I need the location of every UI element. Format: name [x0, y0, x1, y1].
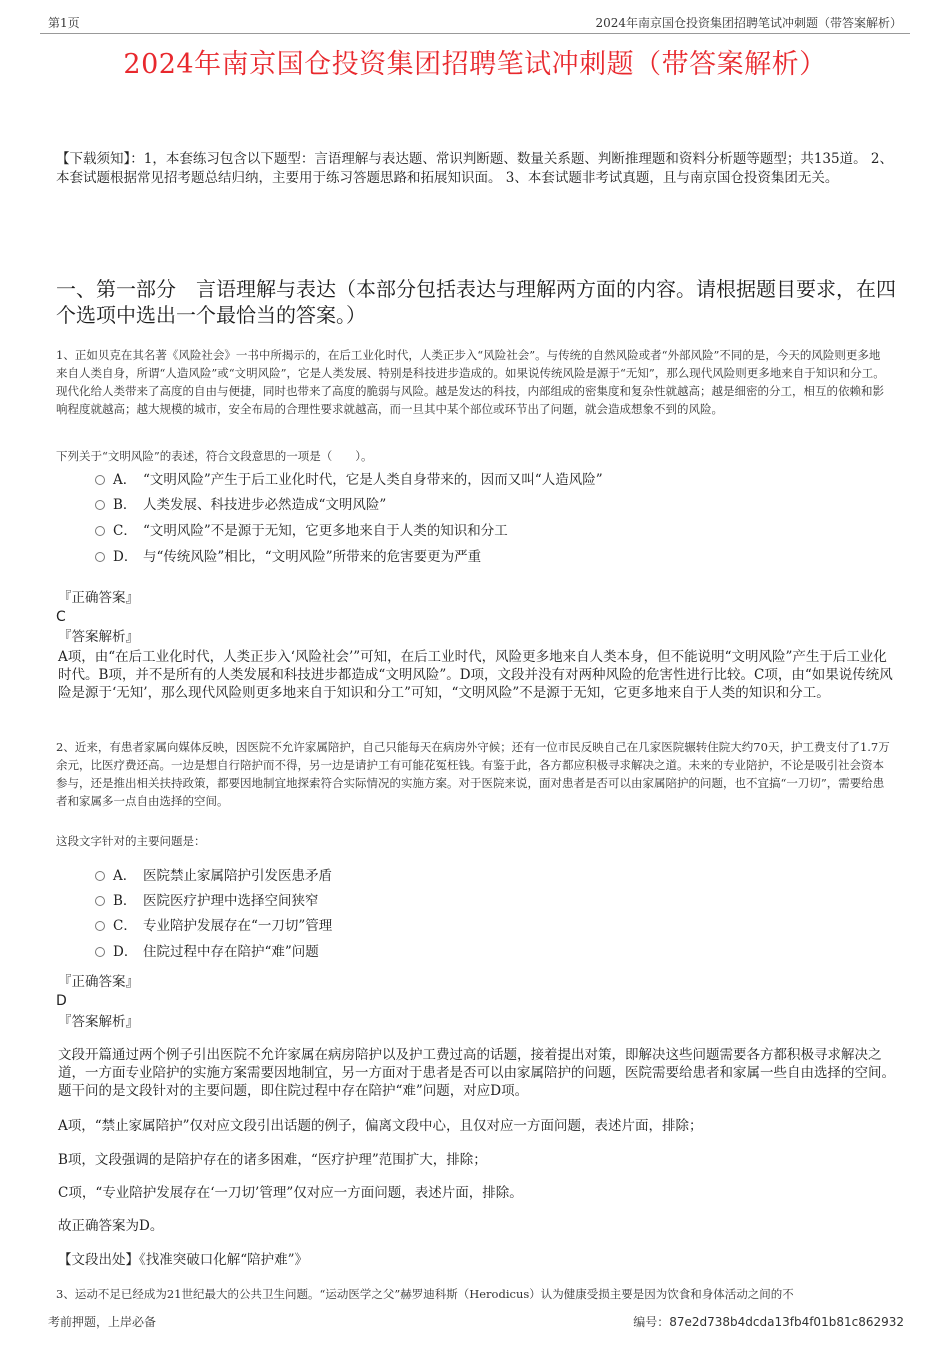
question-1-option-a[interactable]: A． “文明风险”产生于后工业化时代，它是人类自身带来的，因而又叫“人造风险”	[95, 470, 603, 490]
analysis-option-b: B项，文段强调的是陪护存在的诸多困难，“医疗护理”范围扩大，排除；	[58, 1152, 487, 1168]
question-2-prompt: 这段文字针对的主要问题是：	[56, 834, 206, 848]
question-1-prompt: 下列关于“文明风险”的表述，符合文段意思的一项是（ ）。	[56, 449, 373, 463]
section-heading: 一、第一部分 言语理解与表达（本部分包括表达与理解两方面的内容。请根据题目要求，在四个选项中选出一个最恰当的答案。）	[56, 277, 896, 327]
analysis-option-a: A项，“禁止家属陪护”仅对应文段引出话题的例子，偏离文段中心，且仅对应一方面问题，表述片面，排除；	[58, 1118, 703, 1134]
question-2-stem: 2、近来，有患者家属向媒体反映，因医院不允许家属陪护，自己只能每天在病房外守候；还有一位市民反映自己在几家医院辗转住院大约70天，护工费支付了1.7万余元，比医疗费还高。一边是想自行陪护而不得，另一边是请护工有可能花冤枉钱。有鉴于此，各方都应积极寻求解决之道。未来的专业陪护，不论是吸引社会资本参与，还是推出相关扶持政策，都要因地制宜地探索符合实际情况的实施方案。对于医院来说，面对患者是否可以由家属陪护的问题，也不宜搞“一刀切”，需要给患者和家属多一点自由选择的空间。	[56, 740, 890, 808]
question-2-option-c[interactable]: C． 专业陪护发展存在“一刀切”管理	[95, 916, 332, 936]
question-1-option-d[interactable]: D． 与“传统风险”相比，“文明风险”所带来的危害要更为严重	[95, 547, 481, 567]
question-3-stem: 3、运动不足已经成为21世纪最大的公共卫生问题。“运动医学之父”赫罗迪科斯（Herodicus）认为健康受损主要是因为饮食和身体活动之间的不	[56, 1287, 794, 1301]
analysis-text: 文段开篇通过两个例子引出医院不允许家属在病房陪护以及护工费过高的话题，接着提出对策，即解决这些问题需要各方都积极寻求解决之道，一方面专业陪护的实施方案需要因地制宜，另一方面对于患者是否可以由家属陪护的问题，医院需要给患者和家属一些自由选择的空间。题干问的是文段针对的主要问题，即住院过程中存在陪护“难”问题，对应D项。	[58, 1047, 895, 1099]
radio-icon[interactable]	[95, 500, 105, 510]
document-title: 2024年南京国仓投资集团招聘笔试冲刺题（带答案解析）	[123, 49, 827, 80]
footer-code	[633, 1313, 904, 1330]
radio-icon[interactable]	[95, 871, 105, 881]
radio-icon[interactable]	[95, 921, 105, 931]
correct-answer-label: 『正确答案』	[58, 974, 139, 990]
analysis-label: 『答案解析』	[58, 1014, 139, 1030]
download-notice: 【下载须知】：1，本套练习包含以下题型：言语理解与表达题、常识判断题、数量关系题、判断推理题和资料分析题等题型；共135道。 2、本套试题根据常见招考题总结归纳，主要用于练习答题思路和拓展知识面。 3、本套试题非考试真题，且与南京国仓投资集团无关。	[56, 151, 893, 186]
correct-answer: D	[56, 993, 67, 1009]
analysis-label: 『答案解析』	[58, 629, 139, 645]
analysis-text: A项，由“在后工业化时代，人类正步入‘风险社会’”可知，在后工业时代，风险更多地来自人类本身，但不能说明“文明风险”产生于后工业化时代。B项，并不是所有的人类发展和科技进步都造成“文明风险”。D项，文段并没有对两种风险的危害性进行比较。C项，由“如果说传统风险是源于‘无知’，那么现代风险则更多地来自于知识和分工”可知，“文明风险”不是源于无知，它更多地来自于人类的知识和分工。	[58, 649, 893, 701]
analysis-option-c: C项，“专业陪护发展存在‘一刀切’管理”仅对应一方面问题，表述片面，排除。	[58, 1185, 523, 1201]
question-2-option-a[interactable]: A． 医院禁止家属陪护引发医患矛盾	[95, 866, 332, 886]
radio-icon[interactable]	[95, 475, 105, 485]
text-source: 【文段出处】《找准突破口化解“陪护难”》	[58, 1252, 309, 1268]
question-1-option-b[interactable]: B． 人类发展、科技进步必然造成“文明风险”	[95, 495, 386, 515]
correct-answer: C	[56, 609, 66, 625]
correct-answer-label: 『正确答案』	[58, 590, 139, 606]
analysis-conclusion: 故正确答案为D。	[58, 1218, 164, 1234]
radio-icon[interactable]	[95, 896, 105, 906]
running-title: 2024年南京国仓投资集团招聘笔试冲刺题（带答案解析）	[595, 16, 902, 30]
footer-code-value: 87e2d738b4dcda13fb4f01b81c862932	[669, 1315, 904, 1329]
radio-icon[interactable]	[95, 947, 105, 957]
radio-icon[interactable]	[95, 552, 105, 562]
header-divider	[40, 33, 910, 34]
footer-slogan: 考前押题，上岸必备	[48, 1315, 157, 1329]
question-1-option-c[interactable]: C． “文明风险”不是源于无知，它更多地来自于人类的知识和分工	[95, 521, 508, 541]
question-1-stem: 1、正如贝克在其名著《风险社会》一书中所揭示的，在后工业化时代，人类正步入“风险社会”。与传统的自然风险或者“外部风险”不同的是，今天的风险则更多地来自人类自身，所谓“人造风险”或“文明风险”，它是人类发展、特别是科技进步造成的。如果说传统风险是源于“无知”，那么现代风险则更多地来自于知识和分工。现代化给人类带来了高度的自由与便捷，同时也带来了高度的脆弱与风险。越是发达的科技，内部组成的密集度和复杂性就越高；越是细密的分工，相互的依赖和影响程度就越高；越大规模的城市，安全布局的合理性要求就越高，而一旦其中某个部位或环节出了问题，就会造成想象不到的风险。	[56, 348, 885, 416]
radio-icon[interactable]	[95, 526, 105, 536]
question-2-option-d[interactable]: D． 住院过程中存在陪护“难”问题	[95, 942, 319, 962]
page-number: 第1页	[48, 16, 80, 30]
footer-code-label: 编号：	[633, 1315, 670, 1329]
question-2-option-b[interactable]: B． 医院医疗护理中选择空间狭窄	[95, 891, 319, 911]
